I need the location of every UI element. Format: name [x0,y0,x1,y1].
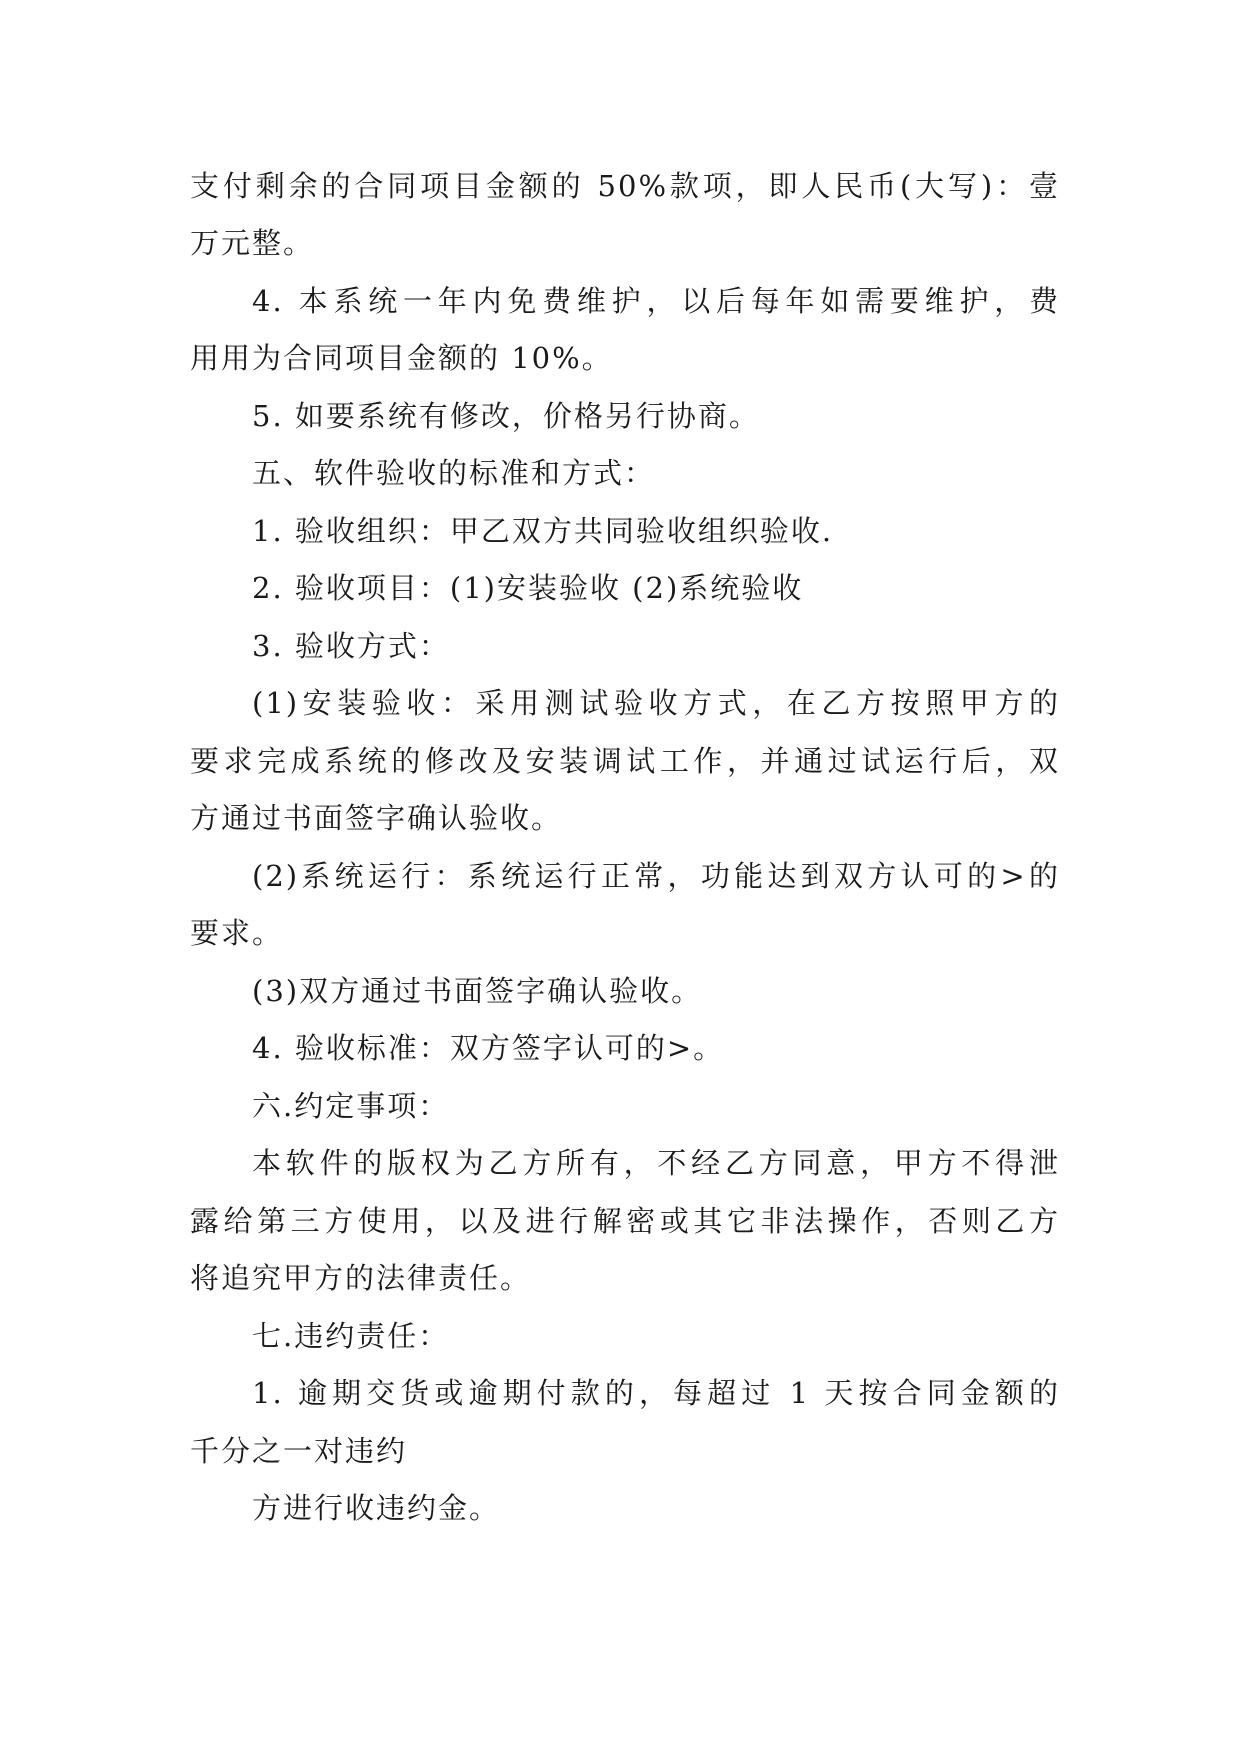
body-line-7: 1. 验收组织：甲乙双方共同验收组织验收. [252,514,834,548]
body-line-5: 5. 如要系统有修改，价格另行协商。 [252,399,760,433]
body-line-18: 本软件的版权为乙方所有，不经乙方同意，甲方不得泄 [252,1146,1060,1180]
body-line-13: (2)系统运行：系统运行正常，功能达到双方认可的>的 [252,859,1060,893]
section-heading-5: 五、软件验收的标准和方式： [252,456,656,490]
body-line-22: 1. 逾期交货或逾期付款的，每超过 1 天按合同金额的 [252,1376,1060,1410]
section-heading-7: 七.违约责任： [252,1319,450,1353]
body-line-16: 4. 验收标准：双方签字认可的>。 [252,1031,725,1065]
body-line-12: 方通过书面签字确认验收。 [190,801,563,835]
body-line-9: 3. 验收方式： [252,629,450,663]
body-line-14: 要求。 [190,916,284,950]
body-line-4: 用用为合同项目金额的 10%。 [190,341,613,375]
body-line-15: (3)双方通过书面签字确认验收。 [252,974,703,1008]
body-line-2: 万元整。 [190,226,315,260]
body-line-10: (1)安装验收：采用测试验收方式，在乙方按照甲方的 [252,686,1060,720]
section-heading-6: 六.约定事项： [252,1089,450,1123]
body-line-20: 将追究甲方的法律责任。 [190,1261,532,1295]
body-line-3: 4. 本系统一年内免费维护，以后每年如需要维护，费 [252,284,1060,318]
body-line-1: 支付剩余的合同项目金额的 50%款项，即人民币(大写)：壹 [190,169,1060,203]
body-line-24: 方进行收违约金。 [252,1491,501,1525]
body-line-23: 千分之一对违约 [190,1434,408,1468]
body-line-19: 露给第三方使用，以及进行解密或其它非法操作，否则乙方 [190,1204,1060,1238]
body-line-11: 要求完成系统的修改及安装调试工作，并通过试运行后，双 [190,744,1060,778]
body-line-8: 2. 验收项目：(1)安装验收 (2)系统验收 [252,571,804,605]
